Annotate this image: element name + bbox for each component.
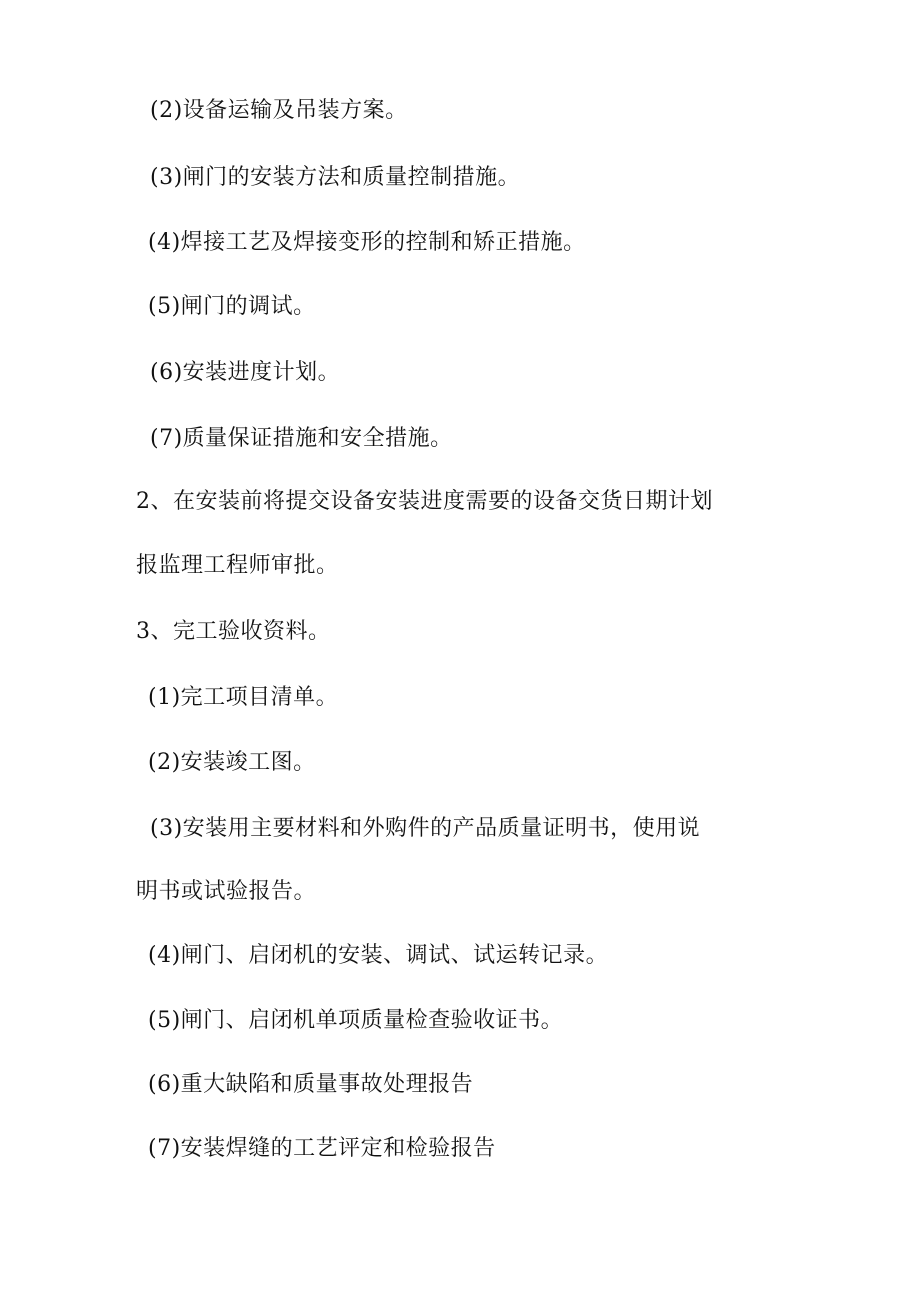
paragraph-line: (5)闸门的调试。 xyxy=(148,294,316,319)
paragraph-line: (5)闸门、启闭机单项质量检查验收证书。 xyxy=(148,1008,564,1033)
paragraph-line: (3)安装用主要材料和外购件的产品质量证明书，使用说 xyxy=(150,816,701,841)
paragraph-line: (2)安装竣工图。 xyxy=(148,750,316,775)
paragraph-line: (7)质量保证措施和安全措施。 xyxy=(150,426,453,451)
paragraph-line: 报监理工程师审批。 xyxy=(136,553,339,578)
paragraph-line: (2)设备运输及吊装方案。 xyxy=(150,98,408,123)
paragraph-line: 2、在安装前将提交设备安装进度需要的设备交货日期计划 xyxy=(136,489,713,514)
paragraph-line: (6)重大缺陷和质量事故处理报告 xyxy=(148,1072,474,1097)
paragraph-line: (4)闸门、启闭机的安装、调试、试运转记录。 xyxy=(148,943,609,968)
paragraph-line: 3、完工验收资料。 xyxy=(136,619,331,644)
paragraph-line: (6)安装进度计划。 xyxy=(150,360,341,385)
paragraph-line: (7)安装焊缝的工艺评定和检验报告 xyxy=(148,1136,496,1161)
paragraph-line: 明书或试验报告。 xyxy=(136,879,317,904)
paragraph-line: (1)完工项目清单。 xyxy=(148,685,339,710)
paragraph-line: (3)闸门的安装方法和质量控制措施。 xyxy=(150,165,521,190)
paragraph-line: (4)焊接工艺及焊接变形的控制和矫正措施。 xyxy=(148,230,586,255)
